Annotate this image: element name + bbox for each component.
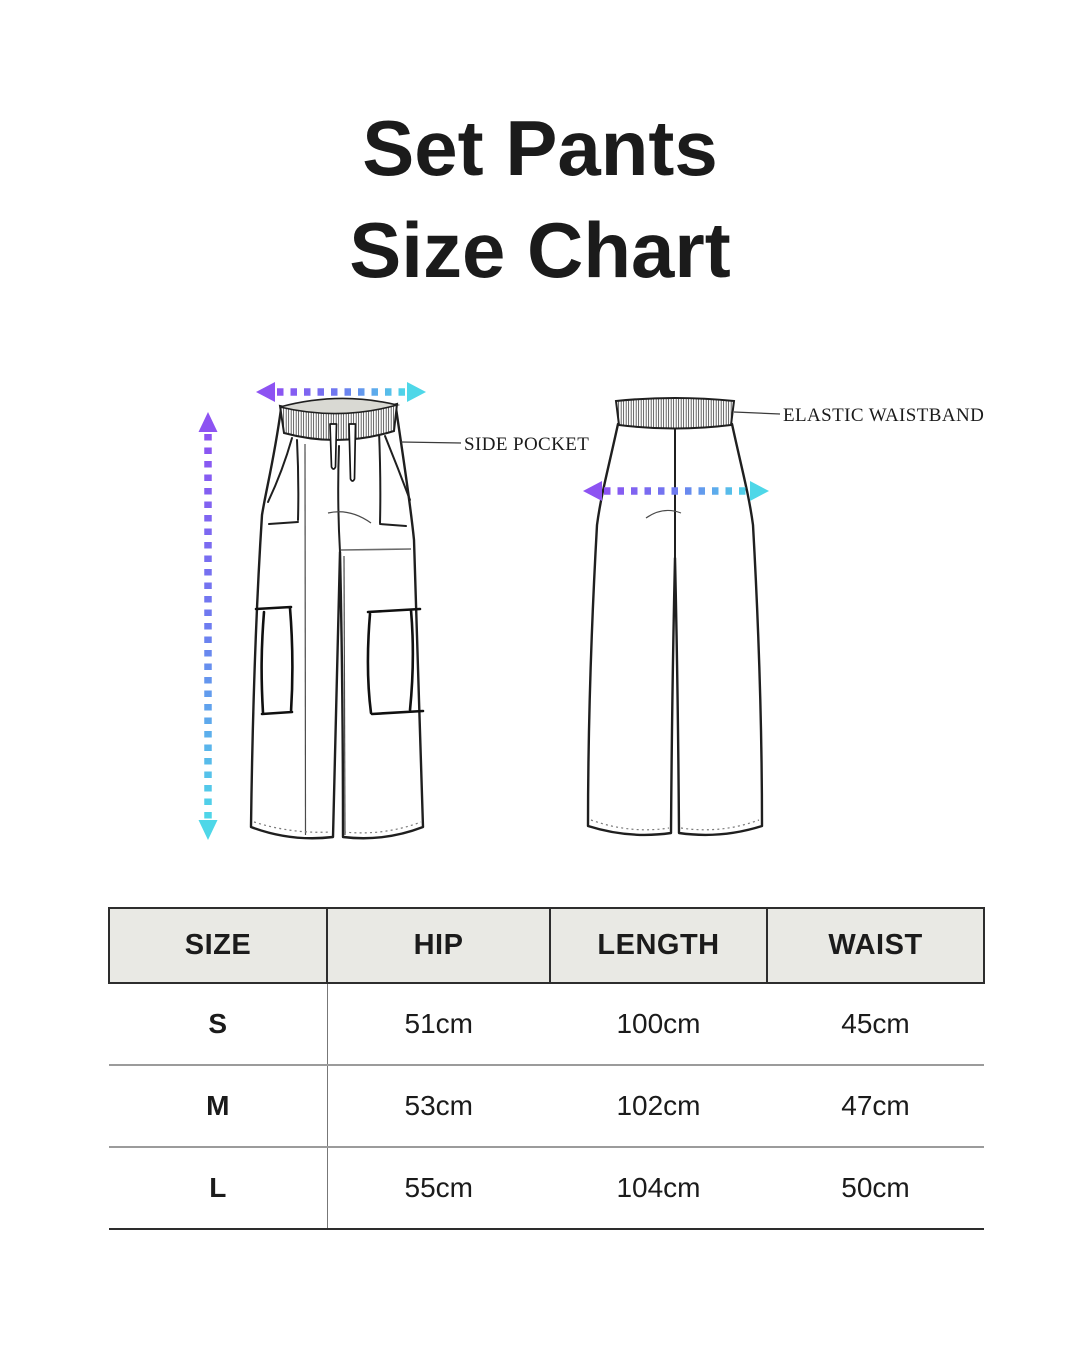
col-header-hip: HIP (327, 908, 550, 983)
arrow-right-head-icon (750, 481, 769, 501)
size-cell: S (109, 983, 327, 1065)
hip-cell: 53cm (327, 1065, 550, 1147)
size-cell: L (109, 1147, 327, 1229)
drawstring-left (330, 424, 337, 469)
col-header-waist: WAIST (767, 908, 984, 983)
table-header-row (109, 908, 984, 983)
col-header-length: LENGTH (550, 908, 767, 983)
size-cell: M (109, 1065, 327, 1147)
length-arrow (199, 412, 218, 840)
elastic-waistband-label: ELASTIC WAISTBAND (783, 405, 985, 426)
length-cell: 104cm (550, 1147, 767, 1229)
side-pocket-label: SIDE POCKET (464, 434, 590, 455)
table-row (109, 1147, 984, 1229)
drawstring-right (349, 424, 356, 481)
pants-front-drawing (251, 398, 423, 838)
arrow-up-head-icon (199, 412, 218, 432)
waist-cell: 45cm (767, 983, 984, 1065)
table-row (109, 1065, 984, 1147)
title-line-1: Set Pants (362, 104, 718, 192)
title-line-2: Size Chart (349, 206, 731, 294)
side-pocket-leader-line (401, 442, 461, 443)
hip-cell: 51cm (327, 983, 550, 1065)
pants-front-silhouette (251, 408, 423, 838)
size-table (108, 907, 985, 1230)
front-left-crease-line (305, 444, 306, 835)
hip-cell: 55cm (327, 1147, 550, 1229)
arrow-left-head-icon (256, 382, 275, 402)
thigh-seam-line (341, 549, 411, 550)
length-cell: 102cm (550, 1065, 767, 1147)
table-row (109, 983, 984, 1065)
arrow-down-head-icon (199, 820, 218, 840)
col-header-size: SIZE (109, 908, 327, 983)
waist-cell: 50cm (767, 1147, 984, 1229)
arrow-left-head-icon (583, 481, 602, 501)
back-waistband-ribbing (616, 398, 734, 429)
elastic-waistband-leader-line (734, 412, 780, 414)
waist-cell: 47cm (767, 1065, 984, 1147)
pants-back-drawing (588, 398, 762, 835)
arrow-right-head-icon (407, 382, 426, 402)
length-cell: 100cm (550, 983, 767, 1065)
